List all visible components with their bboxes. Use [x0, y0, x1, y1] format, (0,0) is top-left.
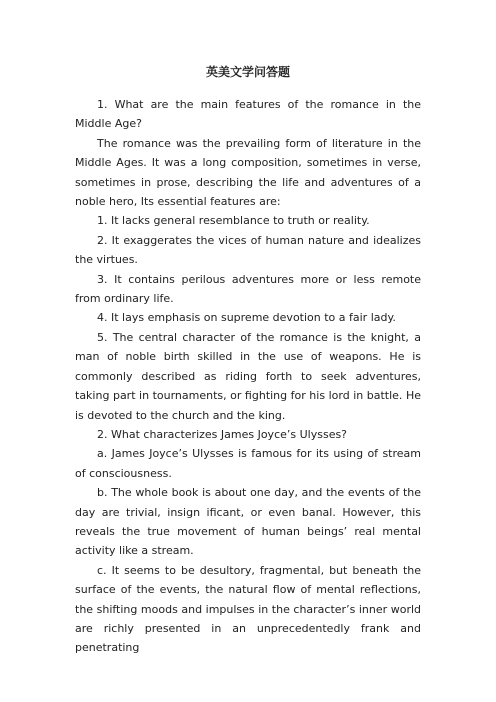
document-body — [75, 95, 421, 658]
answer-1-point-1: 1. It lacks general resemblance to truth or reality. — [97, 214, 370, 228]
question-1: 1. What are the main features of the romance in the Middle Age? — [75, 98, 421, 131]
answer-2-point-c: c. It seems to be desultory, fragmental, but beneath the surface of the events, the natural flow of mental reflections, the shifting moods and impulses in the character’s inner world are richly presented in an unprecedentedly frank and penetrating — [75, 563, 421, 655]
answer-1-point-2: 2. It exaggerates the vices of human nature and idealizes the virtues. — [75, 233, 421, 267]
document-title: 英美文学问答题 — [205, 65, 290, 79]
answer-1-intro: The romance was the prevailing form of literature in the Middle Ages. It was a long composition, sometimes in verse, sometimes in prose, describing the life and adventures of a noble hero, Its essential features are: — [75, 136, 421, 209]
answer-1-point-5: 5. The central character of the romance is the knight, a man of noble birth skilled in the use of weapons. He is commonly described as riding forth to seek adventures, taking part in tournaments, or fighting for his lord in battle. He is devoted to the church and the king. — [75, 330, 421, 422]
question-2: 2. What characterizes James Joyce’s Ulysses? — [97, 427, 348, 441]
answer-2-point-b: b. The whole book is about one day, and the events of the day are trivial, insign ificant, or even banal. However, this reveals the true movement of human beings’ real mental activity like a stream. — [75, 486, 421, 558]
answer-1-point-4: 4. It lays emphasis on supreme devotion to a fair lady. — [97, 311, 396, 325]
answer-2-point-a: a. James Joyce’s Ulysses is famous for its using of stream of consciousness. — [75, 447, 421, 480]
answer-1-point-3: 3. It contains perilous adventures more or less remote from ordinary life. — [75, 272, 421, 306]
